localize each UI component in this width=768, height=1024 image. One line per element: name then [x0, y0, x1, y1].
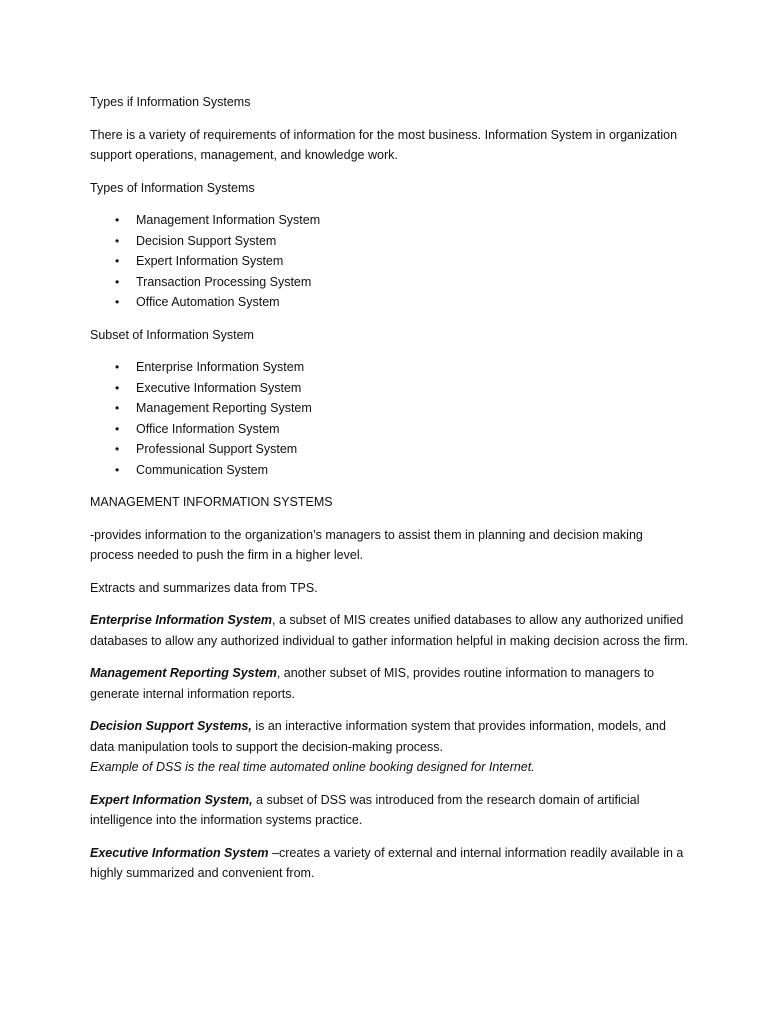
- dss-example: Example of DSS is the real time automated online booking designed for Internet.: [90, 760, 535, 774]
- dss-paragraph: [90, 716, 690, 757]
- mis-heading: MANAGEMENT INFORMATION SYSTEMS: [90, 495, 333, 509]
- types-heading: Types of Information Systems: [90, 180, 255, 195]
- dss-text: is an interactive information system that provides information, models, and data manipulation tools to support the decision-making process.: [90, 719, 666, 754]
- bullet-icon: •: [115, 442, 120, 456]
- list-item: • Transaction Processing System: [90, 272, 690, 293]
- list-item: • Office Automation System: [90, 292, 690, 313]
- bullet-icon: •: [115, 462, 120, 477]
- exec-paragraph: [90, 843, 690, 884]
- list-item: • Expert Information System: [90, 251, 690, 272]
- list-item: • Executive Information System: [90, 378, 690, 399]
- eis-term: Enterprise Information System: [90, 613, 272, 627]
- exec-term: Executive Information System: [90, 845, 269, 860]
- bullet-icon: •: [115, 401, 120, 415]
- document-title: Types if Information Systems: [90, 95, 251, 109]
- bullet-icon: •: [115, 254, 120, 268]
- subset-list: [90, 357, 690, 480]
- bullet-icon: •: [115, 421, 120, 436]
- mrs-text: , another subset of MIS, provides routine information to managers to generate internal information reports.: [90, 666, 655, 701]
- eis-text: , a subset of MIS creates unified databases to allow any authorized unified databases to allow any authorized individual to gather information helpful in making decision across the firm.: [90, 613, 689, 648]
- bullet-icon: •: [115, 380, 120, 395]
- tps-line: Extracts and summarizes data from TPS.: [90, 580, 318, 595]
- bullet-icon: •: [115, 295, 120, 309]
- list-item: • Management Information System: [90, 210, 690, 231]
- bullet-icon: •: [115, 213, 120, 227]
- list-item: • Office Information System: [90, 419, 690, 440]
- mrs-term: Management Reporting System: [90, 666, 277, 680]
- expert-paragraph: [90, 790, 690, 831]
- subset-heading: Subset of Information System: [90, 327, 254, 342]
- eis-paragraph: [90, 610, 690, 651]
- bullet-icon: •: [115, 360, 120, 374]
- mis-description: -provides information to the organization’s managers to assist them in planning and decision making process needed to push the firm in a higher level.: [90, 527, 643, 562]
- list-item: • Communication System: [90, 460, 690, 481]
- expert-term: Expert Information System,: [90, 792, 253, 807]
- dss-term: Decision Support Systems,: [90, 719, 252, 733]
- types-list: [90, 210, 690, 313]
- bullet-icon: •: [115, 233, 120, 248]
- document-page: [90, 92, 690, 896]
- intro-paragraph: There is a variety of requirements of information for the most business. Information System in organization support operations, management, and knowledge work.: [90, 127, 678, 162]
- expert-text: a subset of DSS was introduced from the research domain of artificial intelligence into the information systems practice.: [90, 792, 640, 827]
- list-item: • Professional Support System: [90, 439, 690, 460]
- list-item: • Enterprise Information System: [90, 357, 690, 378]
- exec-text: –creates a variety of external and internal information readily available in a highly summarized and convenient from.: [90, 845, 684, 880]
- mrs-paragraph: [90, 663, 690, 704]
- list-item: • Decision Support System: [90, 231, 690, 252]
- bullet-icon: •: [115, 274, 120, 289]
- list-item: • Management Reporting System: [90, 398, 690, 419]
